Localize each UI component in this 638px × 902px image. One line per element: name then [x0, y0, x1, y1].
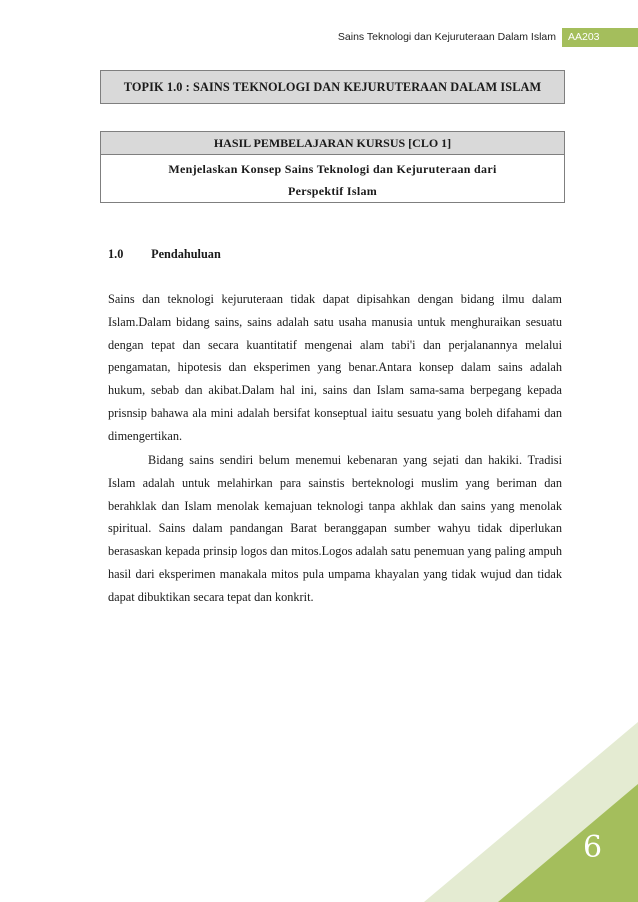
section-number: 1.0	[108, 247, 124, 261]
section-title: Pendahuluan	[151, 247, 221, 261]
header-title: Sains Teknologi dan Kejuruteraan Dalam Islam	[337, 31, 556, 43]
clo-line-2: Perspektif Islam	[287, 184, 378, 198]
clo-line-1: Menjelaskan Konsep Sains Teknologi dan Kejuruteraan dari	[168, 162, 497, 176]
paragraph-1: Sains dan teknologi kejuruteraan tidak dapat dipisahkan dengan bidang ilmu dalam Islam.Dalam bidang sains, sains adalah satu usaha manusia untuk menghuraikan sesuatu dengan tepat dan secara kuantitatif mengenai alam tabi'i dan perjalanannya melalui pengamatan, hipotesis dan eksperimen yang benar.Antara konsep dalam sains adalah hukum, sebab dan akibat.Dalam hal ini, sains dan Islam sama-sama berpegang kepada prisnsip bahawa ala mini adalah bersifat konseptual iaitu sesuatu yang boleh difahami dan dimengertikan.	[108, 292, 562, 443]
paragraph-2: Bidang sains sendiri belum menemui kebenaran yang sejati dan hakiki. Tradisi Islam adalah untuk melahirkan para sainstis berteknologi muslim yang beriman dan berahklak dan Islam menolak kemajuan teknologi tanpa akhlak dan sains yang menolak spiritual. Sains dalam pandangan Barat beranggapan sumber wahyu tidak diperlukan berasaskan kepada prinsip logos dan mitos.Logos adalah satu penemuan yang paling ampuh hasil dari eksperimen manakala mitos pula umpama khayalan yang tidak wujud dan tidak dapat dibuktikan secara tepat dan konkrit.	[108, 453, 562, 604]
page-corner-decoration	[424, 722, 638, 902]
page-number: 6	[583, 830, 603, 865]
clo-table	[100, 131, 565, 203]
clo-heading: HASIL PEMBELAJARAN KURSUS [CLO 1]	[101, 132, 564, 155]
topic-title-box: TOPIK 1.0 : SAINS TEKNOLOGI DAN KEJURUTERAAN DALAM ISLAM	[100, 70, 565, 104]
section-heading	[108, 247, 221, 262]
course-code-badge: AA203	[562, 28, 638, 47]
clo-description	[101, 155, 564, 202]
page-header	[0, 28, 638, 48]
